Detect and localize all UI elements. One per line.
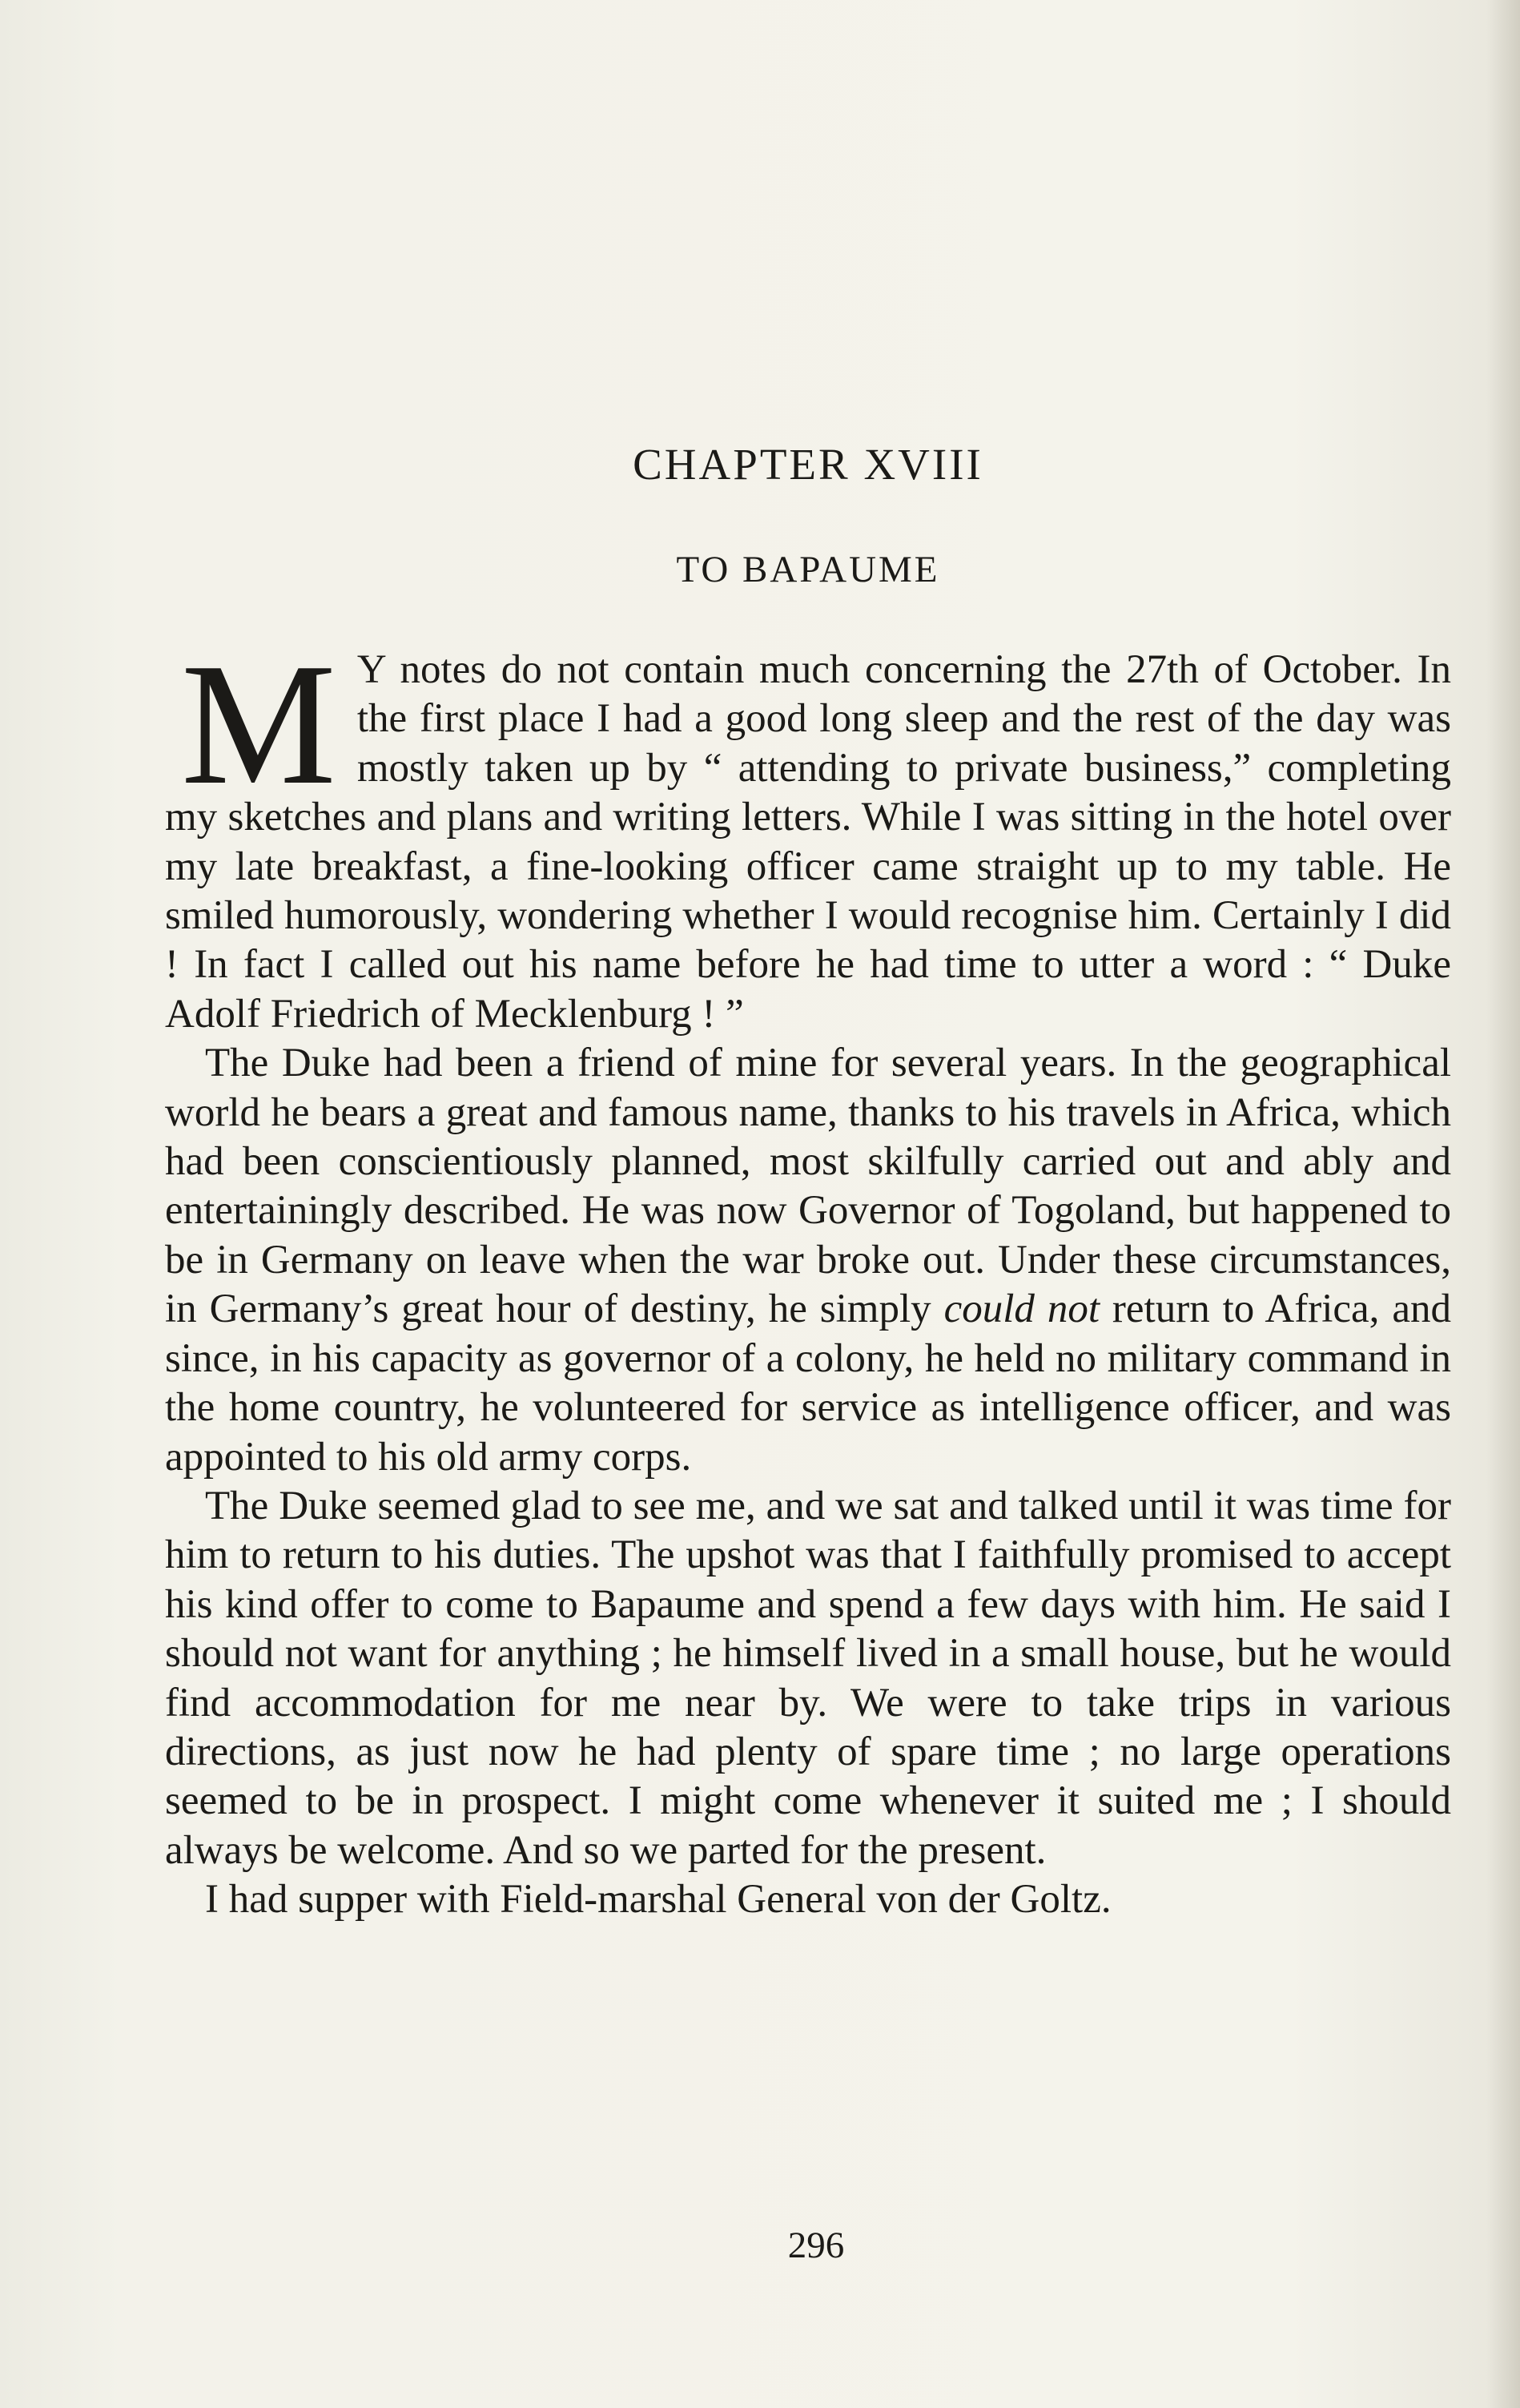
page-edge-shadow	[1486, 0, 1520, 2408]
chapter-heading: CHAPTER XVIII	[633, 440, 983, 489]
paragraph-4	[165, 1875, 1451, 1924]
chapter-title: TO BAPAUME	[676, 549, 940, 590]
paragraph-3-text: The Duke seemed glad to see me, and we sat and talked until it was time for him to return to his duties. The upshot was that I faithfully promised to accept his kind offer to come to Bapaume and spend a few days with him. He said I should not want for anything ; he himself lived in a small house, but he would find accommodation for me near by. We were to take trips in various directions, as just now he had plenty of spare time ; no large operations seemed to be in prospect. I might come whenever it suited me ; I should always be welcome. And so we parted for the present.	[165, 1483, 1451, 1873]
paragraph-1-text: Y notes do not contain much concerning the 27th of October. In the first place I had a good long sleep and the rest of the day was mostly taken up by “ attending to private business,” completing my sketches and plans and writing letters. While I was sitting in the hotel over my late breakfast, a fine-looking officer came straight up to my table. He smiled humorously, wondering whether I would recognise him. Certainly I did ! In fact I called out his name before he had time to utter a word : “ Duke Adolf Friedrich of Mecklenburg ! ”	[165, 647, 1451, 1037]
drop-cap-letter: M	[181, 628, 336, 821]
paragraph-4-text: I had supper with Field-marshal General von der Goltz.	[205, 1877, 1112, 1923]
body-text	[165, 628, 1451, 1925]
paragraph-2-text-after: return to Africa, and since, in his capacity as governor of a colony, he held no military command in the home country, he volunteered for service as intelligence officer, and was appointed to his old army corps.	[165, 1287, 1451, 1480]
paragraph-1	[165, 628, 1451, 1039]
paragraph-2-text-before: The Duke had been a friend of mine for several years. In the geographical world he bears a great and famous name, thanks to his travels in Africa, which had been conscientiously planned, most skilfully carried out and ably and entertainingly described. He was now Governor of Togoland, but happened to be in Germany on leave when the war broke out. Under these circumstances, in Germany’s great hour of destiny, he simply	[165, 1041, 1451, 1332]
paragraph-3	[165, 1482, 1451, 1875]
page-number: 296	[787, 2225, 845, 2266]
paragraph-2	[165, 1039, 1451, 1482]
paragraph-2-emphasis: could not	[943, 1287, 1100, 1332]
